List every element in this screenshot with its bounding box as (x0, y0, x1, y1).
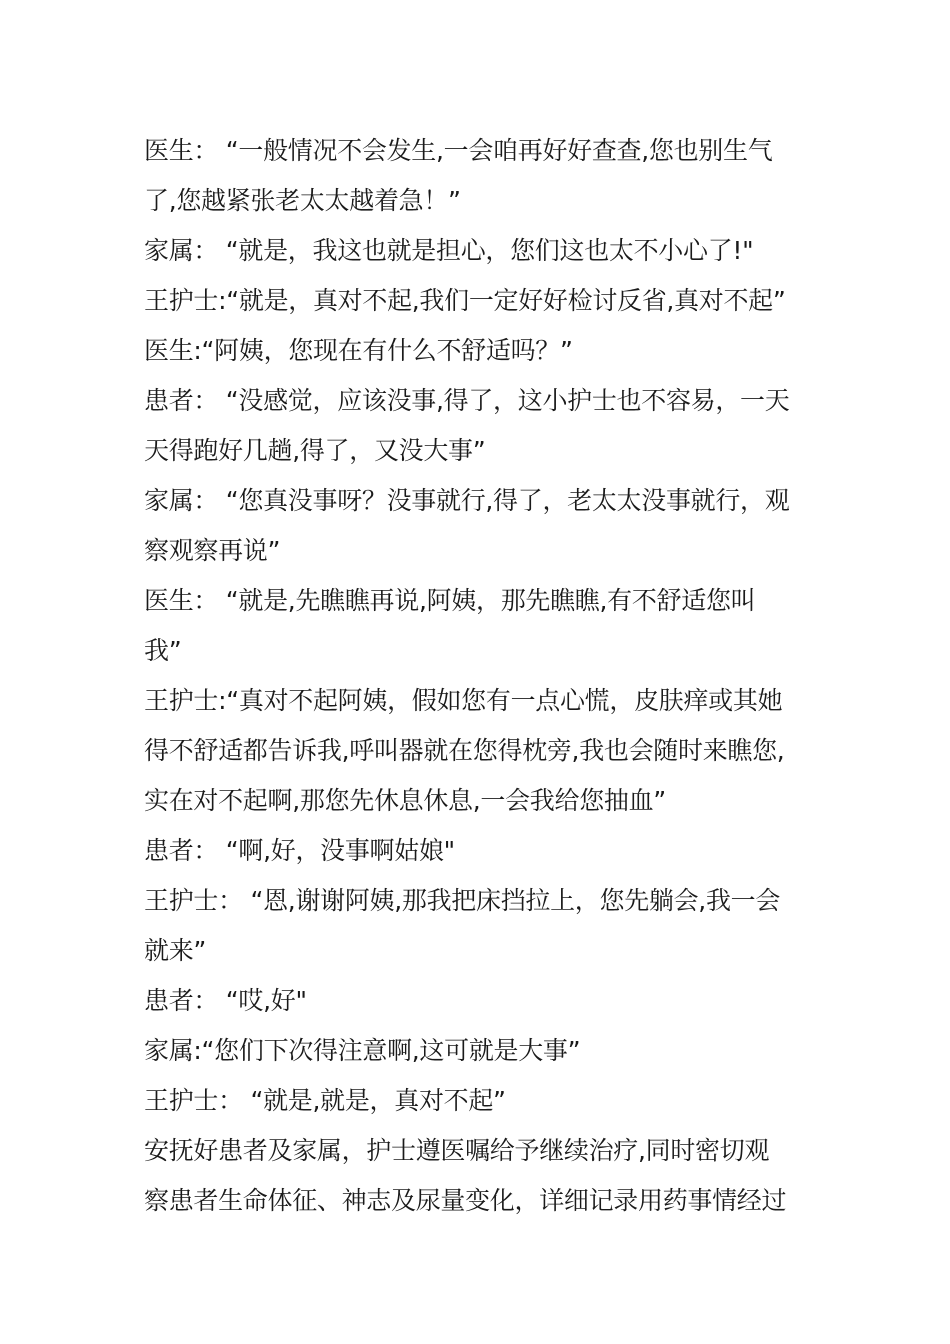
text-line: 医生:“阿姨，您现在有什么不舒适吗？” (144, 336, 573, 365)
text-line: 就来” (144, 936, 207, 965)
text-line: 了,您越紧张老太太越着急！” (144, 186, 461, 215)
text-line: 家属： “您真没事呀？没事就行,得了，老太太没事就行，观 (144, 486, 790, 515)
text-line: 患者： “哎,好" (144, 986, 307, 1015)
text-line: 王护士:“就是，真对不起,我们一定好好检讨反省,真对不起” (144, 286, 786, 315)
text-line: 察患者生命体征、神志及尿量变化，详细记录用药事情经过 (144, 1186, 787, 1215)
text-line: 察观察再说” (144, 536, 281, 565)
text-line: 实在对不起啊,那您先休息休息,一会我给您抽血” (144, 786, 666, 815)
text-line: 得不舒适都告诉我,呼叫器就在您得枕旁,我也会随时来瞧您, (144, 736, 785, 765)
text-line: 我” (144, 636, 182, 665)
text-line: 医生： “一般情况不会发生,一会咱再好好查查,您也别生气 (144, 136, 773, 165)
text-line: 患者： “啊,好，没事啊姑娘" (144, 836, 455, 865)
text-line: 安抚好患者及家属，护士遵医嘱给予继续治疗,同时密切观 (144, 1136, 770, 1165)
dialogue-text (144, 126, 816, 1226)
text-line: 王护士： “就是,就是，真对不起” (144, 1086, 506, 1115)
text-line: 天得跑好几趟,得了，又没大事” (144, 436, 486, 465)
text-line: 王护士： “恩,谢谢阿姨,那我把床挡拉上，您先躺会,我一会 (144, 886, 781, 915)
text-line: 家属： “就是，我这也就是担心，您们这也太不小心了!" (144, 236, 754, 265)
text-line: 家属:“您们下次得注意啊,这可就是大事” (144, 1036, 581, 1065)
text-line: 医生： “就是,先瞧瞧再说,阿姨，那先瞧瞧,有不舒适您叫 (144, 586, 756, 615)
text-line: 王护士:“真对不起阿姨，假如您有一点心慌，皮肤痒或其她 (144, 686, 783, 715)
text-line: 患者： “没感觉，应该没事,得了，这小护士也不容易，一天 (144, 386, 790, 415)
